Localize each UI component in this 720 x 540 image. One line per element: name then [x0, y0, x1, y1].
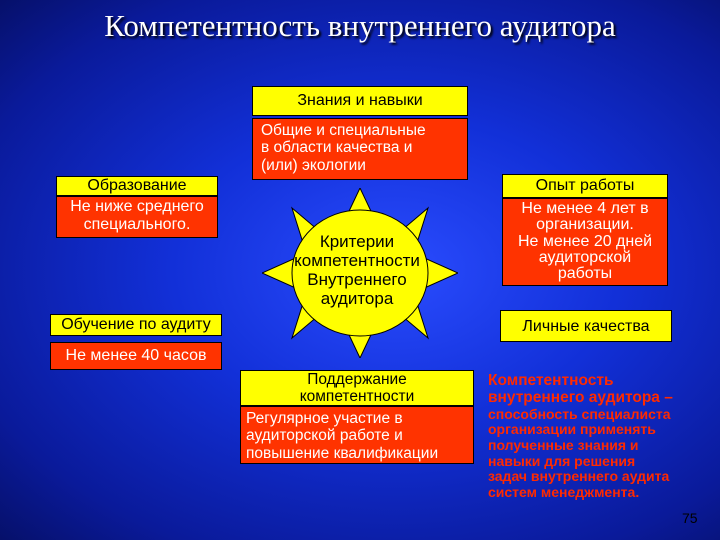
- experience-line: аудиторской: [538, 248, 632, 266]
- knowledge-line: Общие и специальные: [261, 122, 426, 139]
- knowledge-heading: [252, 86, 468, 116]
- training-heading-text: Обучение по аудиту: [61, 316, 211, 333]
- maintain-heading: [240, 370, 474, 406]
- maintain-line: повышение квалификации: [246, 444, 439, 462]
- maintain-line: аудиторской работе и: [246, 427, 403, 445]
- experience-line: работы: [557, 265, 613, 283]
- criteria-line: Внутреннего: [307, 270, 407, 290]
- personal-heading-text: Личные качества: [522, 318, 650, 335]
- definition-line: задач внутреннего аудита: [488, 468, 670, 485]
- maintain-line: Регулярное участие в: [246, 410, 403, 427]
- training-box: [50, 342, 222, 370]
- definition-line: полученные знания и: [488, 437, 639, 454]
- criteria-line: аудитора: [320, 289, 394, 309]
- criteria-line: Критерии: [319, 232, 395, 251]
- maintain-heading-line: Поддержание: [307, 371, 407, 388]
- knowledge-line: в области качества и: [261, 139, 413, 157]
- experience-line: организации.: [536, 216, 634, 234]
- education-line: Не ниже среднего: [70, 198, 204, 215]
- experience-box: [502, 198, 668, 286]
- definition-line: способность специалиста: [488, 405, 671, 422]
- education-heading-text: Образование: [87, 177, 187, 194]
- criteria-line: компетентности: [294, 251, 420, 271]
- knowledge-heading-text: Знания и навыки: [297, 92, 423, 109]
- maintain-box: [240, 406, 474, 464]
- definition-line: навыки для решения: [488, 452, 636, 469]
- definition-text: [488, 372, 713, 501]
- education-heading: [56, 176, 218, 196]
- definition-head-line: внутреннего аудитора –: [488, 389, 673, 407]
- definition-head-line: Компетентность: [488, 372, 614, 389]
- experience-heading-text: Опыт работы: [535, 177, 635, 194]
- experience-heading: [502, 174, 668, 198]
- knowledge-line: (или) экологии: [261, 156, 366, 174]
- experience-line: Не менее 20 дней: [517, 232, 653, 250]
- personal-heading: [500, 310, 672, 342]
- maintain-heading-line: компетентности: [299, 387, 415, 405]
- definition-line: организации применять: [488, 421, 656, 438]
- experience-line: Не менее 4 лет в: [521, 200, 649, 217]
- knowledge-box: [252, 118, 468, 180]
- page-number: 75: [682, 510, 698, 526]
- education-line: специального.: [83, 215, 191, 233]
- education-box: [56, 196, 218, 238]
- criteria-label: [282, 232, 432, 308]
- definition-line: систем менеджмента.: [488, 484, 640, 501]
- slide-title: Компетентность внутреннего аудитора: [104, 8, 616, 43]
- training-heading: [50, 314, 222, 336]
- training-value: Не менее 40 часов: [65, 347, 207, 364]
